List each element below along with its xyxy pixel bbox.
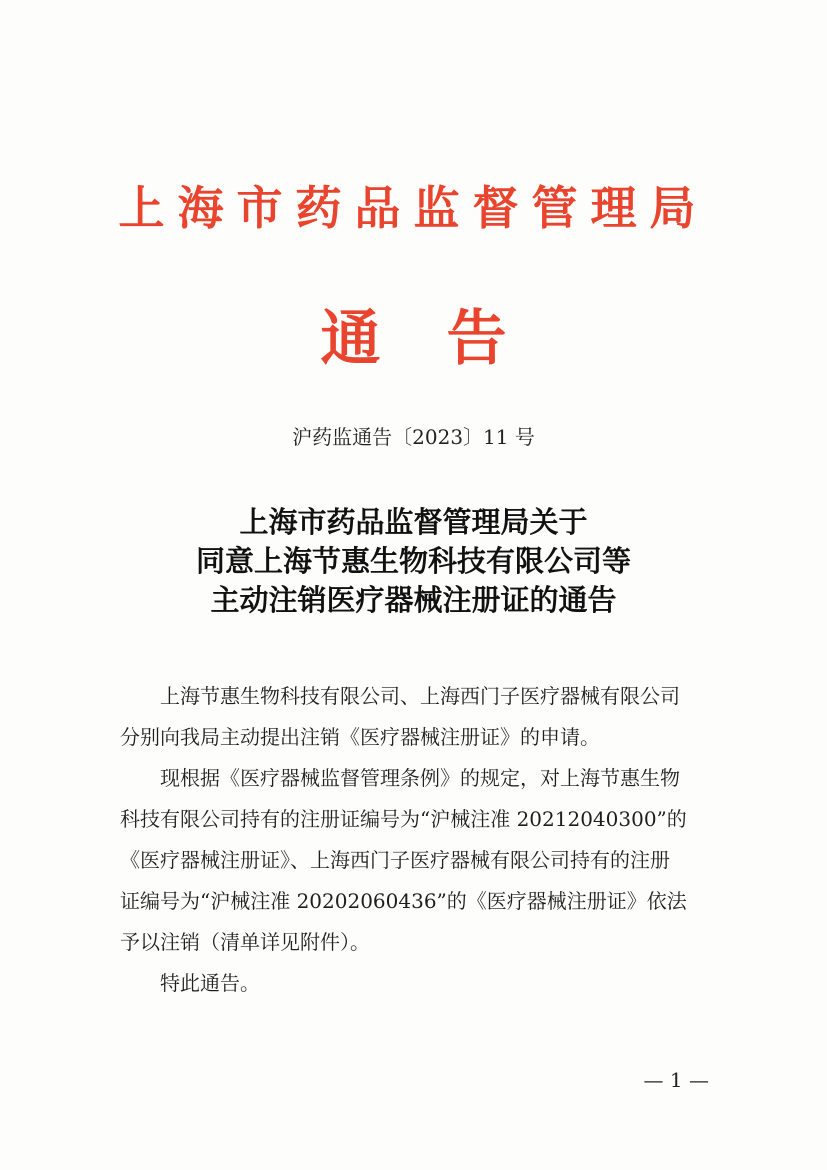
body-paragraph-1 xyxy=(120,676,728,758)
document-body xyxy=(120,676,728,1004)
closing-statement: 特此通告。 xyxy=(160,971,260,995)
document-title xyxy=(0,503,827,620)
paragraph-2-line-1: 现根据《医疗器械监督管理条例》的规定，对上海节惠生物 xyxy=(160,766,680,790)
title-line-1: 上海市药品监督管理局关于 xyxy=(239,505,588,539)
body-paragraph-2 xyxy=(120,758,728,963)
notice-heading-char-2: 告 xyxy=(446,304,507,374)
paragraph-2-line-3: 《医疗器械注册证》、上海西门子医疗器械有限公司持有的注册 xyxy=(120,848,670,872)
paragraph-2-line-2: 科技有限公司持有的注册证编号为“沪械注准 20212040300”的 xyxy=(120,807,687,831)
title-line-2: 同意上海节惠生物科技有限公司等 xyxy=(195,544,631,578)
notice-heading xyxy=(0,303,827,375)
paragraph-1-line-1: 上海节惠生物科技有限公司、上海西门子医疗器械有限公司 xyxy=(160,684,680,708)
issuing-authority-masthead: 上海市药品监督管理局 xyxy=(118,181,709,235)
paragraph-2-line-4: 证编号为“沪械注准 20202060436”的《医疗器械注册证》依法 xyxy=(120,889,687,913)
document-number: 沪药监通告〔2023〕11 号 xyxy=(292,425,535,449)
body-paragraph-3 xyxy=(120,963,728,1004)
paragraph-2-line-5: 予以注销（清单详见附件）。 xyxy=(120,930,370,954)
title-line-3: 主动注销医疗器械注册证的通告 xyxy=(210,583,617,617)
paragraph-1-line-2: 分别向我局主动提出注销《医疗器械注册证》的申请。 xyxy=(120,725,600,749)
page-number: — 1 — xyxy=(643,1068,709,1092)
notice-heading-char-1: 通 xyxy=(320,304,381,374)
